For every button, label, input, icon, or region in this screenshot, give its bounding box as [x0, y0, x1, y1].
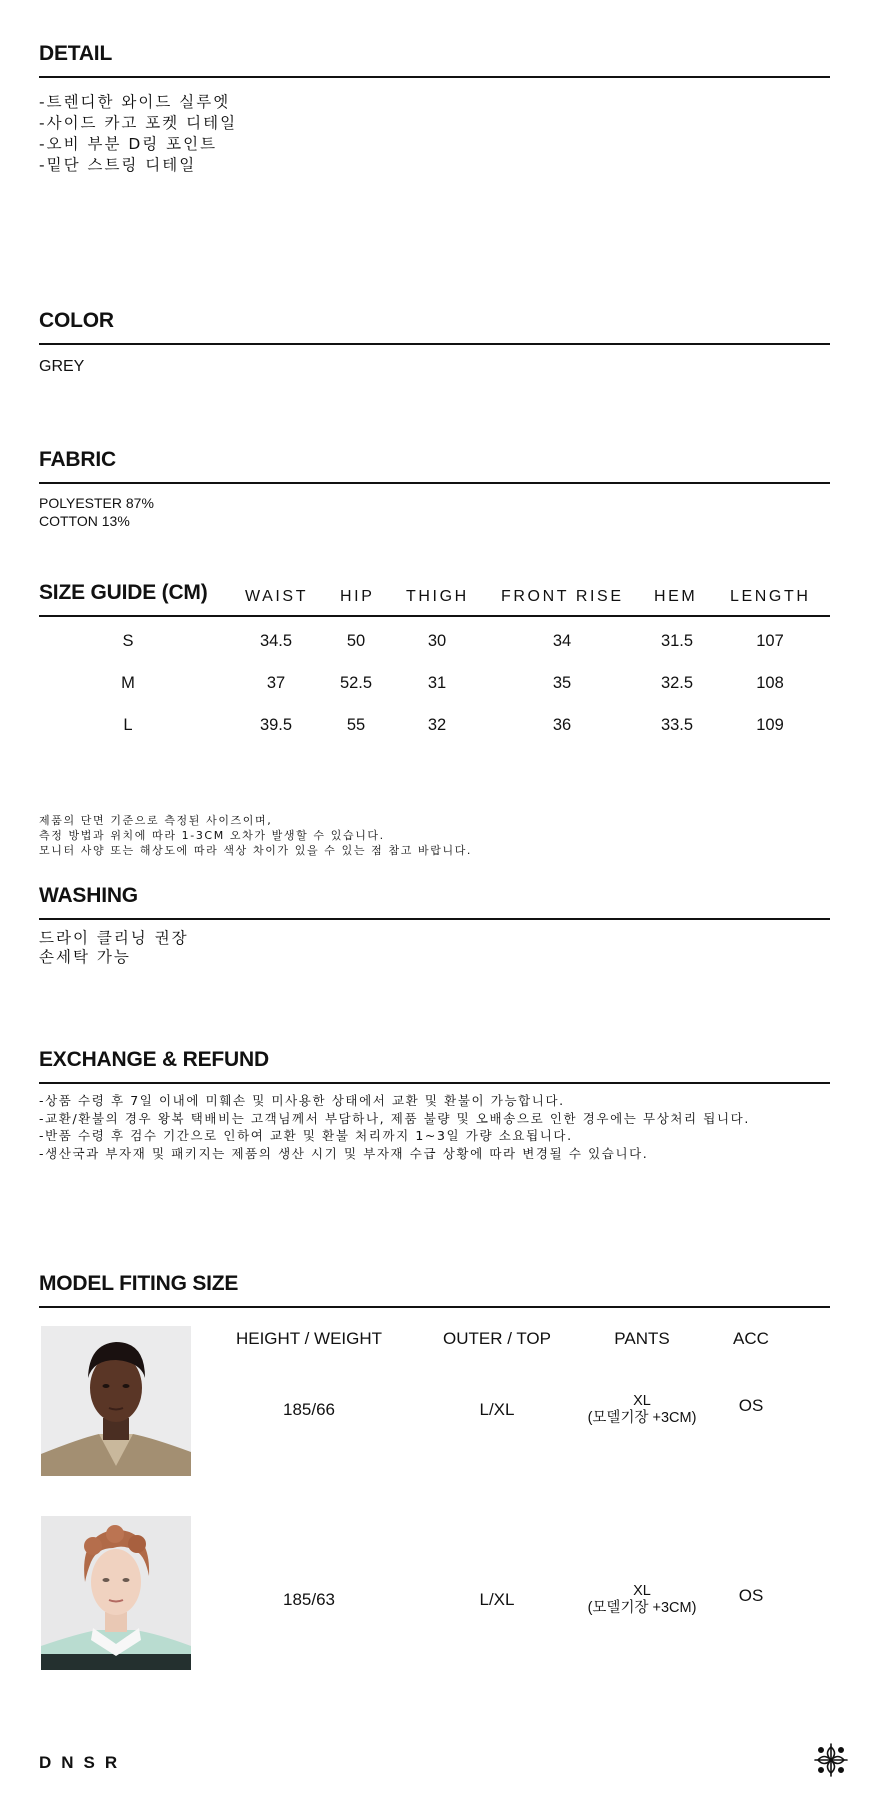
size-note-line: 모니터 사양 또는 해상도에 따라 색상 차이가 있을 수 있는 점 참고 바랍니다. — [39, 844, 473, 857]
model-height-weight: 185/66 — [283, 1400, 335, 1419]
washing-line: 손세탁 가능 — [39, 948, 131, 966]
fabric-line: COTTON 13% — [39, 513, 130, 529]
color-title: COLOR — [39, 309, 114, 332]
washing-line: 드라이 클리닝 권장 — [39, 929, 189, 947]
exchange-divider — [39, 1082, 830, 1084]
size-value-length: 109 — [756, 716, 784, 734]
detail-list — [39, 92, 237, 176]
model-acc: OS — [738, 1396, 764, 1415]
size-label: S — [122, 632, 134, 650]
size-value-length: 108 — [756, 674, 784, 692]
detail-line: -트렌디한 와이드 실루엣 — [39, 93, 231, 111]
washing-divider — [39, 918, 830, 920]
model-2-photo — [41, 1516, 191, 1670]
model-col-acc: ACC — [733, 1329, 769, 1348]
washing-list — [39, 929, 189, 967]
size-value-hem: 33.5 — [660, 716, 694, 734]
color-value: GREY — [39, 358, 85, 375]
size-value-hem: 31.5 — [660, 632, 694, 650]
size-value-waist: 37 — [266, 674, 286, 692]
fabric-list — [39, 494, 154, 530]
model-pants-note: (모델기장 +3CM) — [587, 1410, 697, 1426]
detail-line: -사이드 카고 포켓 디테일 — [39, 114, 238, 132]
exchange-line: -교환/환불의 경우 왕복 택배비는 고객님께서 부담하나, 제품 불량 및 오배송으로 인한 경우에는 무상처리 됩니다. — [39, 1110, 750, 1126]
model-acc: OS — [738, 1586, 764, 1605]
detail-title: DETAIL — [39, 42, 113, 65]
model-pants-size: XL — [633, 1583, 651, 1599]
model-pants — [588, 1393, 697, 1427]
size-value-front-rise: 36 — [552, 716, 572, 734]
model-pants — [588, 1583, 697, 1617]
size-value-front-rise: 35 — [552, 674, 572, 692]
model-height-weight: 185/63 — [283, 1590, 335, 1609]
size-notes — [39, 813, 472, 858]
exchange-line: -생산국과 부자재 및 패키지는 제품의 생산 시기 및 부자재 수급 상황에 따라 변경될 수 있습니다. — [39, 1145, 649, 1161]
size-value-hip: 52.5 — [339, 674, 373, 692]
model-col-outer-top: OUTER / TOP — [442, 1329, 552, 1348]
size-label: L — [123, 716, 133, 734]
size-note-line: 측정 방법과 위치에 따라 1-3CM 오차가 발생할 수 있습니다. — [39, 829, 385, 842]
detail-divider — [39, 76, 830, 78]
fabric-line: POLYESTER 87% — [39, 495, 154, 511]
exchange-line: -상품 수령 후 7일 이내에 미훼손 및 미사용한 상태에서 교환 및 환불이 가능합니다. — [39, 1093, 565, 1108]
model-outer-top: L/XL — [479, 1400, 515, 1419]
detail-line: -밑단 스트링 디테일 — [39, 156, 197, 174]
size-value-waist: 34.5 — [259, 632, 293, 650]
size-value-thigh: 30 — [427, 632, 447, 650]
model-divider — [39, 1306, 830, 1308]
size-col-waist: WAIST — [245, 588, 309, 605]
model-pants-size: XL — [633, 1393, 651, 1409]
brand-wordmark: DNSR — [39, 1753, 128, 1772]
size-guide-divider — [39, 615, 830, 617]
size-col-hip: HIP — [340, 588, 375, 605]
model-col-pants: PANTS — [614, 1329, 670, 1348]
model-1-photo — [41, 1326, 191, 1476]
size-label: M — [121, 674, 135, 692]
model-title: MODEL FITING SIZE — [39, 1272, 239, 1295]
size-value-thigh: 32 — [427, 716, 447, 734]
size-guide-title: SIZE GUIDE (CM) — [39, 581, 208, 604]
size-value-hip: 55 — [346, 716, 366, 734]
fabric-divider — [39, 482, 830, 484]
exchange-title: EXCHANGE & REFUND — [39, 1048, 269, 1071]
size-value-length: 107 — [756, 632, 784, 650]
size-value-waist: 39.5 — [259, 716, 293, 734]
size-value-hem: 32.5 — [660, 674, 694, 692]
size-value-front-rise: 34 — [552, 632, 572, 650]
size-value-hip: 50 — [346, 632, 366, 650]
size-col-hem: HEM — [654, 588, 698, 605]
exchange-line: -반품 수령 후 검수 기간으로 인하여 교환 및 환불 처리까지 1~3일 가량 소요됩니다. — [39, 1128, 573, 1143]
size-col-length: LENGTH — [730, 588, 811, 605]
model-outer-top: L/XL — [479, 1590, 515, 1609]
size-col-front-rise: FRONT RISE — [501, 588, 624, 605]
color-divider — [39, 343, 830, 345]
exchange-list — [39, 1092, 750, 1162]
model-pants-note: (모델기장 +3CM) — [587, 1600, 697, 1616]
washing-title: WASHING — [39, 884, 138, 907]
size-col-thigh: THIGH — [406, 588, 469, 605]
ornamental-cross-icon — [812, 1741, 850, 1779]
fabric-title: FABRIC — [39, 448, 116, 471]
size-value-thigh: 31 — [427, 674, 447, 692]
detail-line: -오비 부분 D링 포인트 — [39, 135, 218, 153]
size-note-line: 제품의 단면 기준으로 측정된 사이즈이며, — [39, 814, 273, 827]
model-col-height-weight: HEIGHT / WEIGHT — [235, 1329, 383, 1348]
